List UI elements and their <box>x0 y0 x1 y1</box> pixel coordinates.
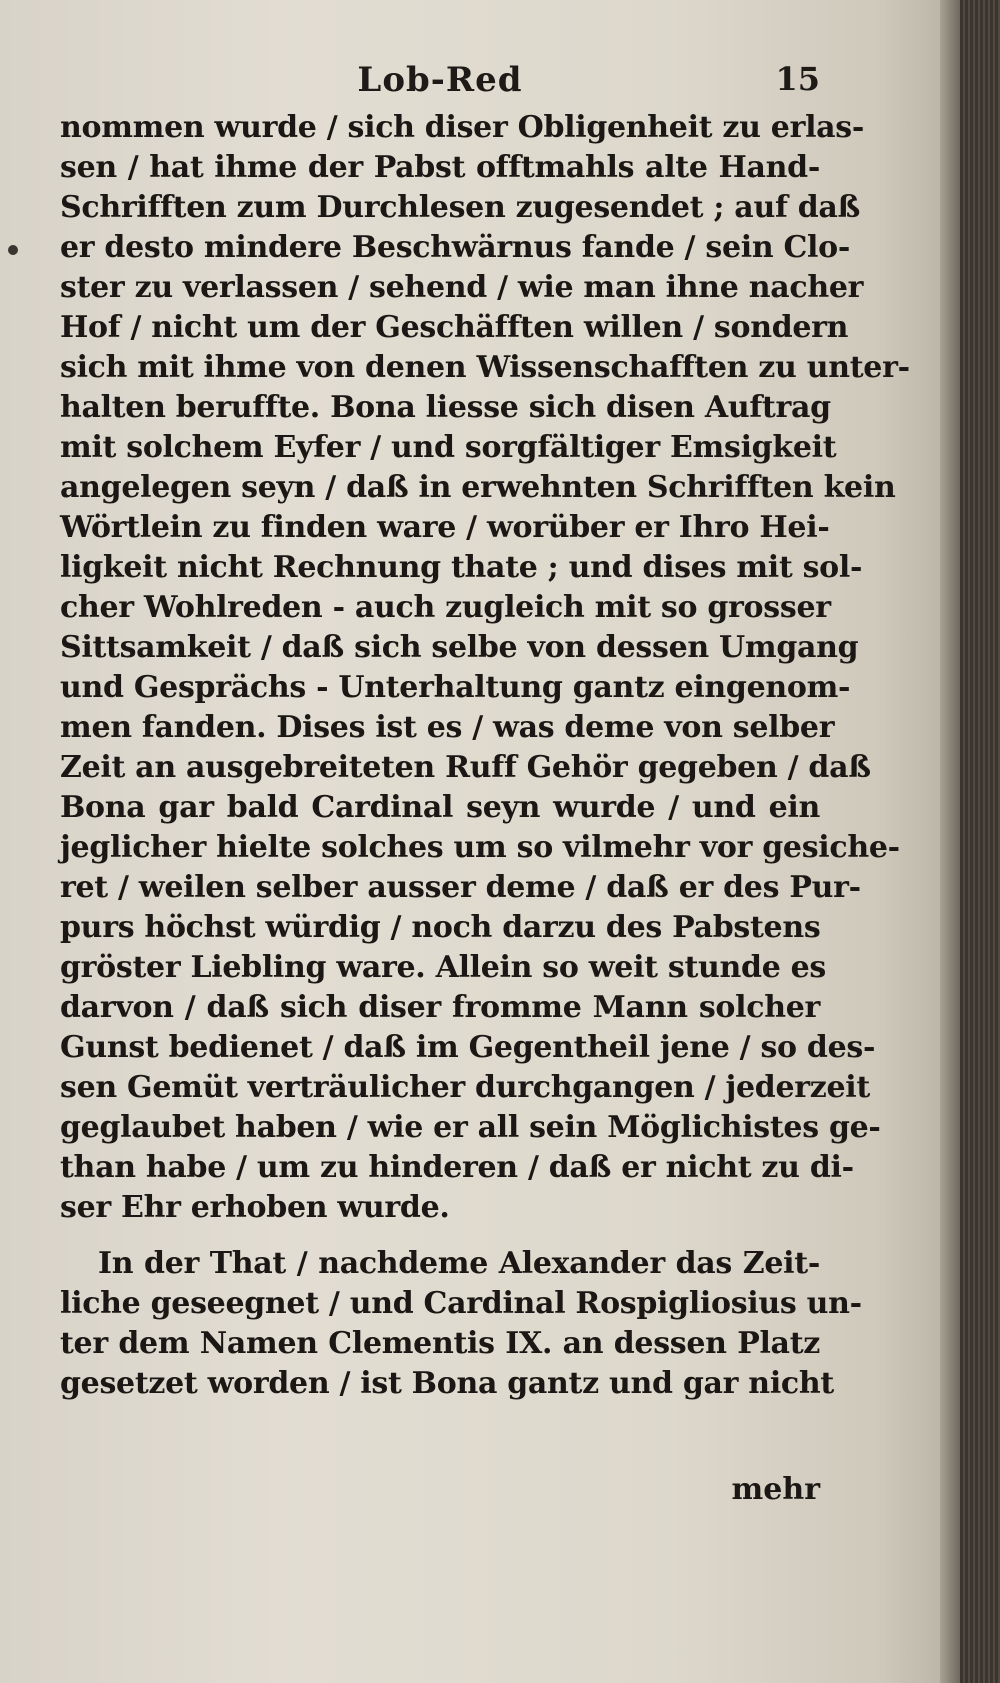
text-line: darvon / daß sich diser fromme Mann solcher <box>60 990 820 1025</box>
text-line: ster zu verlassen / sehend / wie man ihne nacher <box>60 270 864 305</box>
text-line: ligkeit nicht Rechnung thate ; und dises mit sol- <box>60 550 863 585</box>
running-head: Lob-Red <box>357 60 523 100</box>
text-line: gröster Liebling ware. Allein so weit stunde es <box>60 950 827 985</box>
text-line: ter dem Namen Clementis IX. an dessen Platz <box>60 1326 820 1361</box>
text-line: liche geseegnet / und Cardinal Rospigliosius un- <box>60 1286 862 1321</box>
margin-mark <box>8 245 18 255</box>
text-line: sen / hat ihme der Pabst offtmahls alte Hand- <box>60 150 820 185</box>
body-text <box>60 108 910 1404</box>
text-line: sich mit ihme von denen Wissenschafften zu unter- <box>60 350 910 385</box>
text-line: geglaubet haben / wie er all sein Möglichistes ge- <box>60 1110 881 1145</box>
page-number: 15 <box>775 60 820 98</box>
text-line: sen Gemüt verträulicher durchgangen / jederzeit <box>60 1070 870 1105</box>
text-line: er desto mindere Beschwärnus fande / sein Clo- <box>60 230 851 265</box>
text-line: gesetzet worden / ist Bona gantz und gar nicht <box>60 1366 834 1401</box>
text-line: Bona gar bald Cardinal seyn wurde / und ein <box>60 790 820 825</box>
text-line: ser Ehr erhoben wurde. <box>60 1190 450 1225</box>
paragraph-gap <box>60 1228 820 1244</box>
text-line: ret / weilen selber ausser deme / daß er des Pur- <box>60 870 861 905</box>
text-line: men fanden. Dises ist es / was deme von selber <box>60 710 835 745</box>
text-line: cher Wohlreden - auch zugleich mit so grosser <box>60 590 831 625</box>
book-block-edge <box>960 0 1000 1683</box>
page-edge <box>940 0 960 1683</box>
text-line: mit solchem Eyfer / und sorgfältiger Emsigkeit <box>60 430 837 465</box>
text-line: than habe / um zu hinderen / daß er nicht zu di- <box>60 1150 854 1185</box>
text-line: nommen wurde / sich diser Obligenheit zu erlas- <box>60 110 865 145</box>
paragraph-2 <box>60 1244 862 1404</box>
text-line: Wörtlein zu finden ware / worüber er Ihro Hei- <box>60 510 830 545</box>
text-line: Zeit an ausgebreiteten Ruff Gehör gegeben / daß <box>60 750 871 785</box>
text-line: und Gesprächs - Unterhaltung gantz eingenom- <box>60 670 851 705</box>
text-line: Gunst bedienet / daß im Gegentheil jene / so des- <box>60 1030 876 1065</box>
text-line: halten beruffte. Bona liesse sich disen Auftrag <box>60 390 831 425</box>
catchword: mehr <box>731 1472 820 1507</box>
text-line: purs höchst würdig / noch darzu des Pabstens <box>60 910 821 945</box>
page-header <box>60 60 820 108</box>
text-line: Hof / nicht um der Geschäfften willen / sondern <box>60 310 849 345</box>
text-line: Schrifften zum Durchlesen zugesendet ; auf daß <box>60 190 861 225</box>
text-line: angelegen seyn / daß in erwehnten Schrifften kein <box>60 470 896 505</box>
text-line: jeglicher hielte solches um so vilmehr vor gesiche- <box>60 830 900 865</box>
paragraph-1 <box>60 108 910 1228</box>
text-line: Sittsamkeit / daß sich selbe von dessen Umgang <box>60 630 859 665</box>
text-line: In der That / nachdeme Alexander das Zeit- <box>98 1246 820 1281</box>
